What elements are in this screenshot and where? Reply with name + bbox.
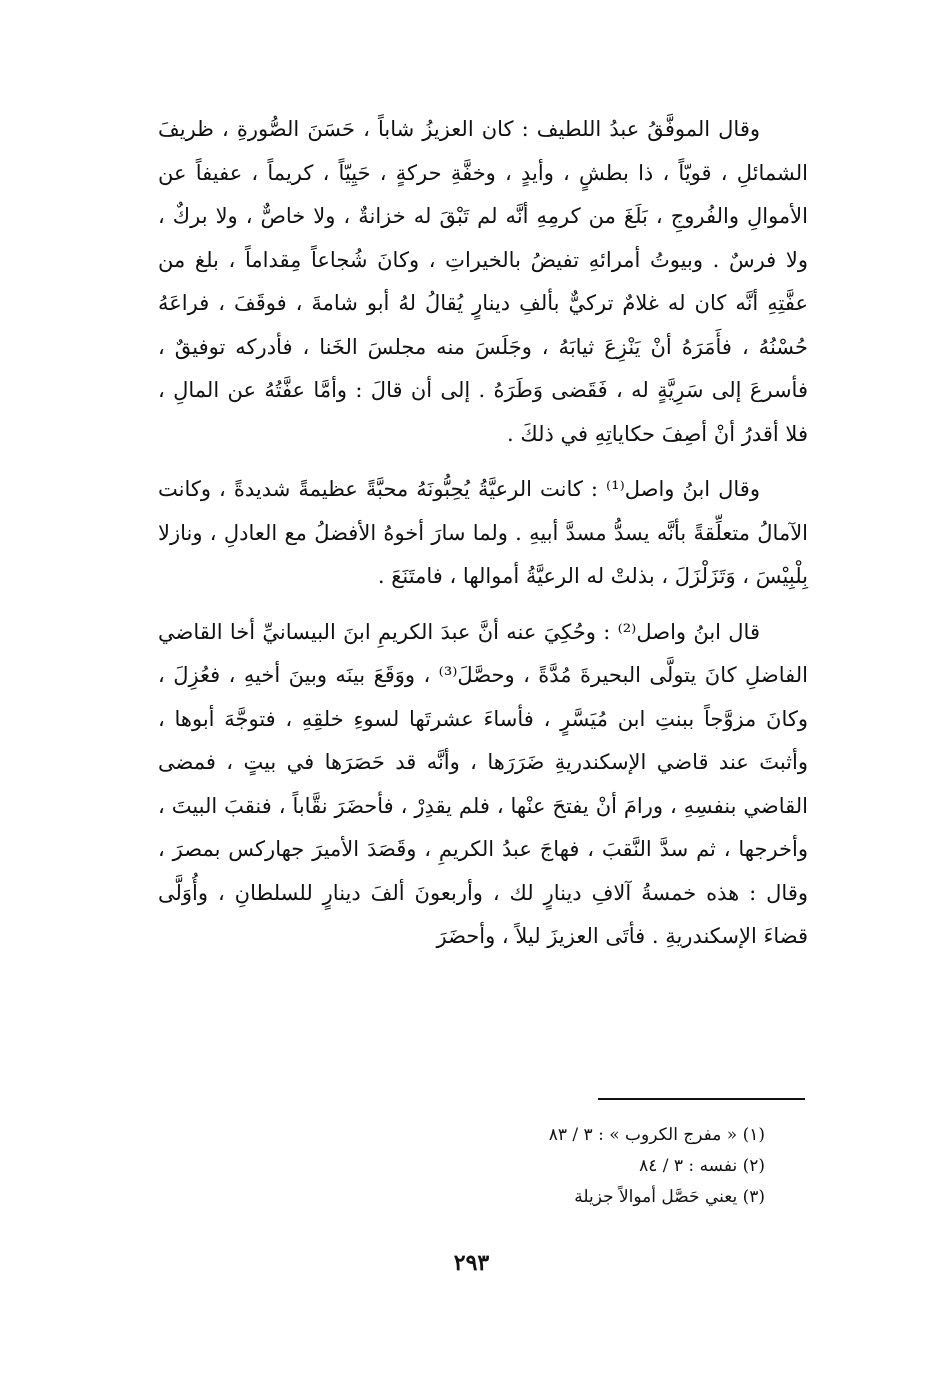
footnote-3: (٣) يعني حَصَّل أموالاً جزيلة [574, 1187, 765, 1207]
paragraph-2: وقال ابنُ واصل⁽¹⁾ : كانت الرعيَّةُ يُحِبُّونَهُ محبَّةً عظيمةً شديدةً ، وكانت الآمالُ متعلِّقةً بأنَّه يسدُّ مسدَّ أبيهِ . ولما سارَ أخوهُ الأفضلُ مع العادلِ ، ونازلا بِلْبِيْسَ ، وَتَزَلْزَلَ ، بذلتْ له الرعيَّةُ أموالها ، فامتَنَعَ . [158, 477, 808, 588]
paragraph-1: وقال الموفَّقُ عبدُ اللطيف : كان العزيزُ شاباً ، حَسَنَ الصُّورةِ ، ظريفَ الشمائلِ ، قويّاً ، ذا بطشٍ ، وأيدٍ ، وخفَّةِ حركةٍ ، حَيِيّاً ، كريماً ، عفيفاً عن الأموالِ والفُروجِ ، بَلَغَ من كرمِهِ أنَّه لم تَبْقَ له خزانةٌ ، ولا خاصٌّ ، ولا بركٌ ، ولا فرسٌ . وبيوتُ أمرائهِ تفيضُ بالخيراتِ ، وكانَ شُجاعاً مِقداماً ، بلغ من عفَّتِهِ أنَّه كان له غلامٌ تركيٌّ بألفِ دينارٍ يُقالُ لهُ أبو شامةَ ، فوقَفَ ، فراعَهُ حُسْنُهُ ، فأَمَرَهُ أنْ يَنْزِعَ ثيابَهُ ، وجَلَسَ منه مجلسَ الخَنا ، فأدركه توفيقٌ ، فأسرعَ إلى سَرِيَّةٍ له ، فَقَضى وَطَرَهُ . إلى أن قالَ : وأمَّا عفَّتُهُ عن المالِ ، فلا أقدرُ أنْ أصِفَ حكاياتِهِ في ذلكَ . [158, 117, 808, 446]
footnote-1: (١) « مفرج الكروب » : ٣ / ٨٣ [548, 1125, 765, 1145]
footnotes [400, 1120, 765, 1213]
footnote-separator [598, 1098, 805, 1100]
page-number: ٢٩٣ [453, 1250, 490, 1276]
paragraph-3: قال ابنُ واصل⁽²⁾ : وحُكِيَ عنه أنَّ عبدَ الكريمِ ابنَ البيسانيِّ أخا القاضي الفاضلِ كانَ يتولَّى البحيرةَ مُدَّةً ، وحصَّلَ⁽³⁾ ، ووَقَعَ بينَه وبينَ أخيهِ ، فعُزِلَ ، وكانَ مزوَّجاً ببنتِ ابن مُيَسَّرٍ ، فأساءَ عشرتَها لسوءِ خلقِهِ ، فتوجَّهَ أبوها ، وأثبتَ عند قاضي الإسكندريةِ ضَرَرَها ، وأنَّه قد حَصَرَها في بيتٍ ، فمضى القاضي بنفسِهِ ، ورامَ أنْ يفتحَ عنْها ، فلم يقدِرْ ، فأحضَرَ نقَّاباً ، فنقبَ البيتَ ، وأخرجها ، ثم سدَّ النَّقبَ ، فهاجَ عبدُ الكريمِ ، وقَصَدَ الأميرَ جهاركس بمصرَ ، وقال : هذه خمسةُ آلافِ دينارٍ لك ، وأربعونَ ألفَ دينارٍ للسلطانِ ، وأُوَلَّى قضاءَ الإسكندريةِ . فأتَى العزيزَ ليلاً ، وأحضَرَ [158, 619, 809, 948]
footnote-2: (٢) نفسه : ٣ / ٨٤ [639, 1156, 765, 1176]
main-text-block [158, 108, 808, 959]
